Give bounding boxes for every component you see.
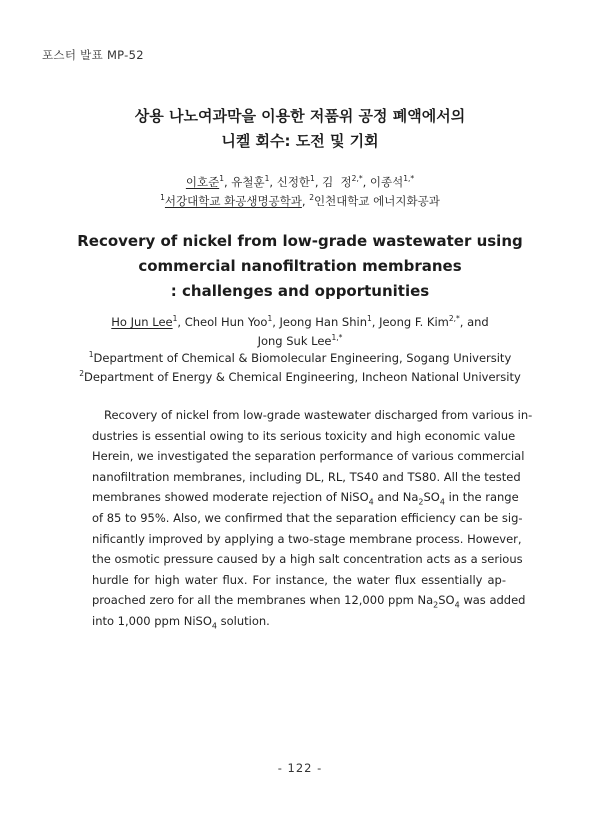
abstract-line: proached zero for all the membranes when 12,000 ppm $Na_2SO_4$ was added [92, 593, 526, 610]
affiliation-kr-2: 인천대학교 에너지화공과 [313, 194, 440, 208]
author-kr-4: 김 정 [322, 175, 352, 189]
author-kr-3: 신정한 [276, 175, 311, 189]
page-number: - 122 - [277, 761, 323, 775]
author-kr-2: 유철훈 [231, 175, 265, 189]
abstract-line: of 85 to 95%. Also, we confirmed that the separation efficiency can be sig- [92, 510, 523, 525]
title-english-line2: commercial nanofiltration membranes [138, 257, 462, 275]
abstract-line: the osmotic pressure caused by a high salt concentration acts as a serious [92, 552, 523, 567]
authors-english: Ho Jun Lee$^1$, Cheol Hun Yoo$^1$, Jeong Han Shin$^1$, Jeong F. Kim$^{2,*}$, and Jong Suk Lee$^{1,*}$ [111, 314, 489, 348]
abstract-line: membranes showed moderate rejection of NiSO$_4$ and $Na_2SO_4$ in the range [92, 490, 519, 507]
title-korean-line1: 상용 나노여과막을 이용한 저품위 공정 폐액에서의 [134, 107, 466, 125]
affiliation-kr-1: 서강대학교 화공생명공학과 [164, 194, 302, 208]
affiliations-korean: $^1$서강대학교 화공생명공학과, $^2$인천대학교 에너지화공과 [160, 193, 440, 208]
abstract-line: hurdle for high water flux. For instance, the water flux essentially ap- [92, 572, 506, 587]
author-kr-1: 이호준 [185, 175, 220, 189]
poster-label: 포스터 발표 MP-52 [42, 48, 144, 62]
author-en-1: Ho Jun Lee [111, 315, 173, 329]
title-english-line3: : challenges and opportunities [170, 282, 430, 300]
affiliations-english [0, 349, 600, 387]
affiliation-en-2: $^2$Department of Energy & Chemical Engineering, Incheon National University [79, 369, 521, 384]
abstract-line: dustries is essential owing to its serious toxicity and high economic value [92, 428, 516, 443]
author-en-2: Cheol Hun Yoo [184, 315, 268, 329]
affiliation-en-1: $^1$Department of Chemical & Biomolecular Engineering, Sogang University [88, 350, 512, 365]
author-en-3: Jeong Han Shin [279, 315, 367, 329]
authors-korean [0, 173, 600, 211]
author-en-4: Jeong F. Kim [379, 315, 449, 329]
abstract-line: Recovery of nickel from low-grade wastewater discharged from various in- [104, 408, 533, 422]
abstract-line: Herein, we investigated the separation performance of various commercial [92, 449, 525, 464]
abstract [92, 405, 533, 632]
abstract-line: into 1,000 ppm NiSO$_4$ solution. [92, 613, 270, 631]
title-english [0, 229, 600, 304]
abstract-line: nanofiltration membranes, including DL, RL, TS40 and TS80. All the tested [92, 469, 521, 484]
title-english-line1: Recovery of nickel from low-grade wastewater using [77, 232, 523, 250]
author-en-5: Jong Suk Lee [257, 334, 332, 348]
author-kr-5: 이종석 [369, 175, 404, 189]
authors-korean-names: 이호준$^1$, 유철훈$^1$, 신정한$^1$, 김 정$^{2,*}$, 이종석$^{1,*}$ [185, 174, 415, 189]
title-korean-line2: 니켈 회수: 도전 및 기회 [221, 132, 379, 150]
abstract-line: nificantly improved by applying a two-stage membrane process. However, [92, 531, 522, 546]
title-korean [0, 104, 600, 154]
